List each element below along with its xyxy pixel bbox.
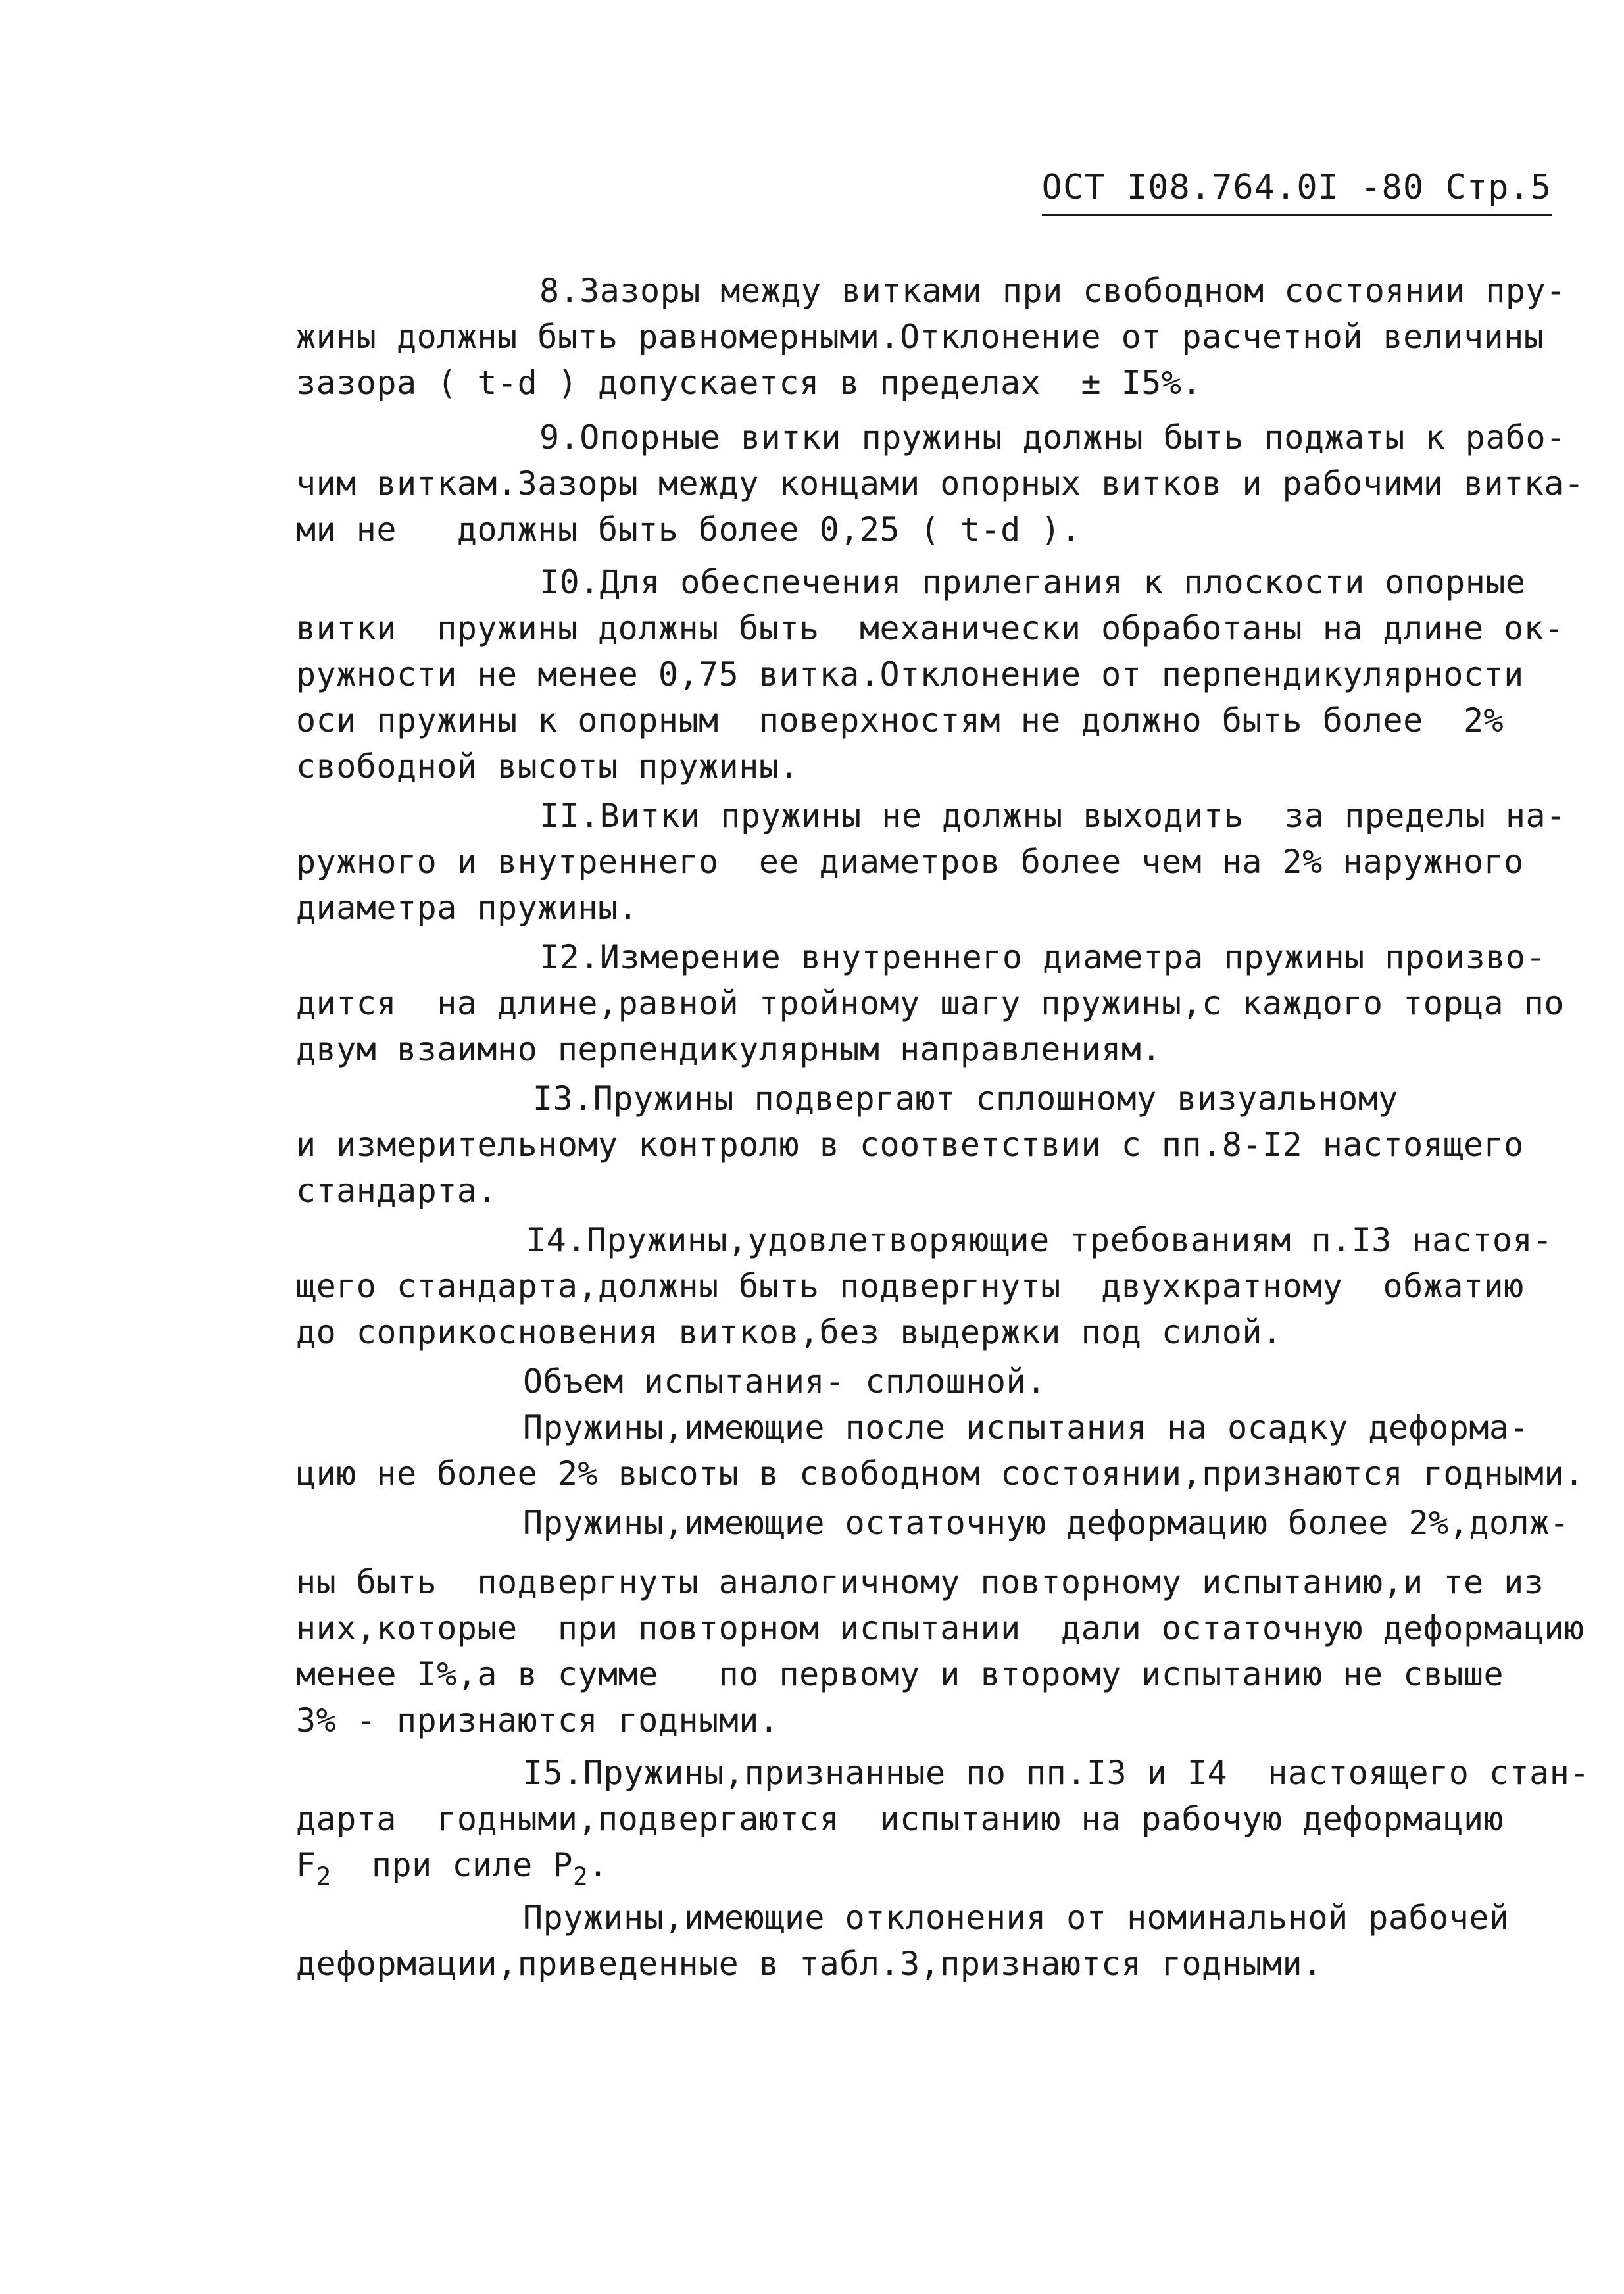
text-line: ружности не менее 0,75 витка.Отклонение от перпендикулярности <box>296 655 1524 693</box>
text-line: II.Витки пружины не должны выходить за пределы на- <box>539 797 1566 835</box>
text-line: чим виткам.Зазоры между концами опорных витков и рабочими витка- <box>296 464 1585 503</box>
text-line: I5.Пружины,признанные по пп.I3 и I4 настоящего стан- <box>523 1754 1590 1792</box>
text-line: Пружины,имеющие после испытания на осадку деформа- <box>523 1409 1530 1447</box>
text-line: Пружины,имеющие отклонения от номинальной рабочей <box>523 1899 1510 1937</box>
f2-index: 2 <box>316 1862 332 1891</box>
text-line: свободной высоты пружины. <box>296 747 800 785</box>
page-header: ОСТ I08.764.0I -80 Стр.5 <box>1042 168 1552 216</box>
text-line-force <box>296 1845 608 1891</box>
text-line: них,которые при повторном испытании дали остаточную деформацию <box>296 1609 1585 1647</box>
text-line: стандарта. <box>296 1172 498 1210</box>
p2-symbol: P <box>553 1846 573 1884</box>
text-line: I2.Измерение внутреннего диаметра пружины произво- <box>539 938 1546 976</box>
text-line: жины должны быть равномерными.Отклонение от расчетной величины <box>296 318 1544 356</box>
text-line: I3.Пружины подвергают сплошному визуальному <box>533 1080 1398 1118</box>
text-line: оси пружины к опорным поверхностям не должно быть более 2% <box>296 701 1504 739</box>
text-line: дарта годными,подвергаются испытанию на рабочую деформацию <box>296 1800 1504 1838</box>
text-line: Объем испытания- сплошной. <box>523 1362 1046 1401</box>
text-line: деформации,приведенные в табл.3,признаются годными. <box>296 1945 1323 1983</box>
text-line: щего стандарта,должны быть подвергнуты двухкратному обжатию <box>296 1267 1524 1305</box>
text-line: 3% - признаются годными. <box>296 1701 779 1739</box>
text-line: и измерительному контролю в соответствии с пп.8-I2 настоящего <box>296 1126 1524 1164</box>
text-line: ми не должны быть более 0,25 ( t-d ). <box>296 511 1081 549</box>
text-line: менее I%,а в сумме по первому и второму испытанию не свыше <box>296 1655 1504 1693</box>
text-line: зазора ( t-d ) допускается в пределах ± I5%. <box>296 364 1202 402</box>
text-line: цию не более 2% высоты в свободном состоянии,признаются годными. <box>296 1455 1585 1493</box>
text-line: I0.Для обеспечения прилегания к плоскости опорные <box>539 563 1526 601</box>
p2-index: 2 <box>572 1862 589 1891</box>
p2-tail: . <box>588 1846 608 1884</box>
text-line: диаметра пружины. <box>296 889 639 927</box>
text-line: двум взаимно перпендикулярным направлениям. <box>296 1030 1162 1068</box>
text-line: ны быть подвергнуты аналогичному повторному испытанию,и те из <box>296 1563 1544 1601</box>
force-label: при силе <box>371 1846 533 1884</box>
text-line: до соприкосновения витков,без выдержки под силой. <box>296 1313 1283 1351</box>
text-line: дится на длине,равной тройному шагу пружины,с каждого торца по <box>296 984 1564 1022</box>
text-line: Пружины,имеющие остаточную деформацию более 2%,долж- <box>523 1504 1570 1542</box>
text-line: витки пружины должны быть механически обработаны на длине ок- <box>296 609 1564 647</box>
text-line: 9.Опорные витки пружины должны быть поджаты к рабо- <box>539 418 1566 457</box>
f2-symbol: F <box>296 1846 316 1884</box>
text-line: I4.Пружины,удовлетворяющие требованиям п.I3 настоя- <box>526 1221 1553 1259</box>
text-line: 8.Зазоры между витками при свободном состоянии пру- <box>539 272 1566 310</box>
text-line: ружного и внутреннего ее диаметров более чем на 2% наружного <box>296 843 1524 881</box>
